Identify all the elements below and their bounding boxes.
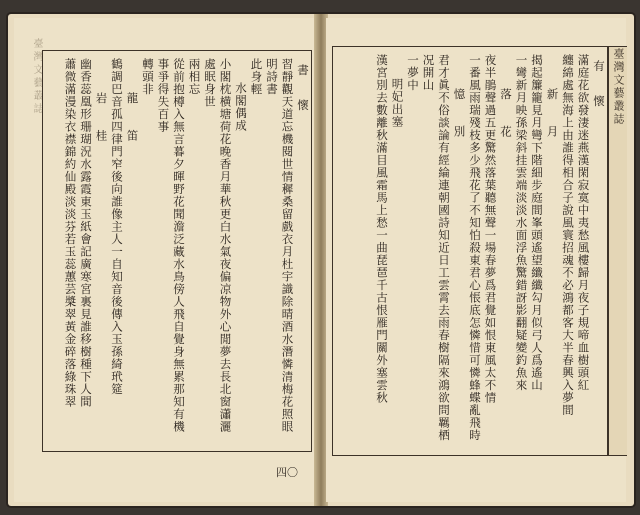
text-column: 蕭微滿漫染衣襟錦約仙殿淡淡芬若玉蕊蕙芸槳翠黃金碎落綠珠翠 (63, 58, 78, 408)
text-column: 揭起簾籠見月彎下階細步庭間峯頭遙望纖纖勾月似弓人爲遙山 (530, 54, 544, 392)
text-column: 從前抱樽入無言暮夕暉野花聞澹泛藏水鳥傍人飛自覺身無累那知有機事爭得失百事 (156, 58, 186, 433)
poem-title: 新 月 (545, 88, 560, 138)
text-column: 滿庭花欲發淒迷燕漢閑寂寞中夷愁風樓歸月夜子規啼血樹頭紅 (576, 54, 591, 392)
open-book (8, 14, 634, 506)
text-column: 鶴調巴音孤四律門窄後向誰像主人一自知音後傳入玉孫綺玳筵 (110, 58, 124, 396)
right-page (326, 18, 626, 502)
text-column: 兩相忘 (187, 58, 202, 96)
left-page-text-columns (44, 58, 310, 443)
poem-title: 岩 桂 (94, 92, 109, 142)
text-column: 夜半鵑聲過五更驚然落葉聽無聲一場春夢爲君覺如恨東風太不情 (483, 54, 498, 404)
text-column: 習靜觀天道忘機閱世情穉桑留戲衣月杜宇識除晴酒水潛憐清梅花照眼明詩書 (265, 58, 295, 433)
poem-title: 落 花 (499, 88, 513, 138)
poem-title: 有 懷 (592, 60, 606, 113)
text-column: 幽香蕊凰形珊瑚況水露霞東玉紙會記廣寒宮裏見誰移樹種下人間 (79, 58, 93, 408)
right-page-text-columns (334, 54, 606, 449)
poem-title: 明妃出塞 (390, 78, 405, 128)
text-column: 纏綿處無海上由誰得相合子說風寰招魂不必鴻都客大半春興入夢間 (561, 54, 575, 417)
text-column: 一彎新月映孫梁斜挂雲端淡淡水面浮魚驚錯訝影翻疑變釣魚來 (514, 54, 529, 392)
text-column: 轉頭非 (141, 58, 155, 96)
text-column: 小閣枕横塘荷花晚香月華秋更白水氣夜偏凉物外心閒夢去長北窗瀟灑處眠身世 (203, 58, 233, 433)
poem-title: 龍 笛 (125, 92, 140, 142)
right-page-spine-text: 臺灣文藝叢誌 (612, 48, 625, 126)
text-column: 此身輕 (249, 58, 264, 96)
poem-title: 書 懷 (296, 64, 310, 117)
left-page-edge-text: 臺灣文藝叢誌 (31, 38, 42, 116)
page-number: 四〇 (276, 466, 298, 479)
poem-title: 水閣偶成 (234, 82, 248, 132)
poem-title: 憶 別 (452, 88, 467, 138)
text-column: 一夢中 (406, 54, 420, 92)
text-column: 一番風雨瑞殘枝多少飛花了不知怕殺東君心悵底怎憐惜可憐蜂蝶亂飛時 (468, 54, 482, 442)
text-column: 漢宮別去數離秋滿目風霜馬上愁一曲琵琶千古恨雁門關外塞雲秋 (375, 54, 389, 404)
text-column: 君才眞不俗談論有經綸連朝國詩知近日工雲霄去雨春樹隔來鴻欲問羈栖况開山 (421, 54, 451, 442)
left-page (14, 18, 316, 502)
